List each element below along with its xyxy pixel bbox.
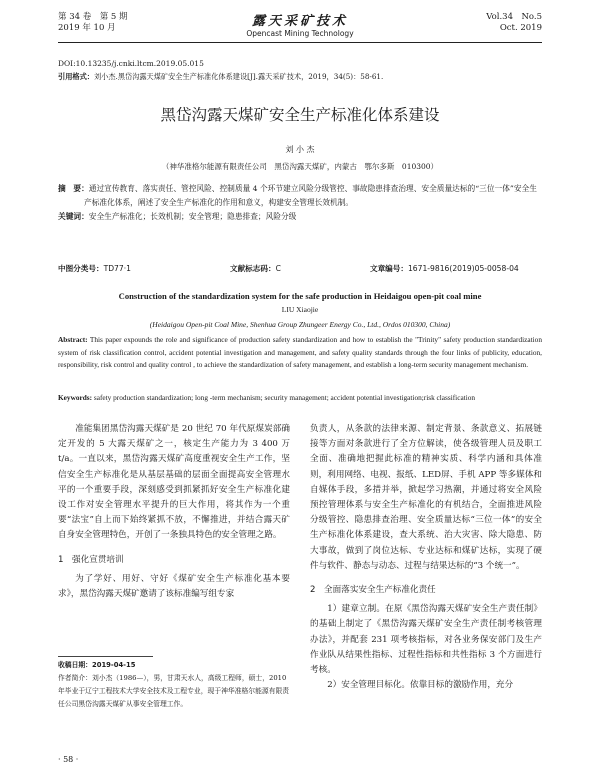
author-en: LIU Xiaojie	[281, 305, 319, 314]
doi: DOI:10.13235/j.cnki.ltcm.2019.05.015	[58, 59, 204, 68]
keywords-en-text: safety production standardization; long -term mechanism; security management; accident potential investigation;risk classification	[93, 393, 476, 402]
date-en: Oct. 2019	[499, 23, 542, 33]
clc-number: 中图分类号：TD77·1	[58, 264, 131, 273]
keywords-cn-label: 关键词：	[58, 212, 89, 221]
abstract-cn-text: 通过宣传教育、落实责任、管控风险、控制质量 4 个环节建立风险分级管控、事故隐患排查治理、安全质量达标的“三位一体”安全生产标准化体系，阐述了安全生产标准化的作用和意义，构建安全管理长效机制。	[84, 184, 537, 207]
section-heading-1: 1 强化宣贯培训	[58, 554, 124, 565]
abstract-cn	[58, 182, 542, 224]
article-number: 文章编号：1671-9816(2019)05-0058-04	[370, 264, 519, 273]
body-paragraph: 1）建章立制。在原《黑岱沟露天煤矿安全生产责任制》的基础上制定了《黑岱沟露天煤矿安全生产责任制考核管理办法》，并配套 231 项考核指标，对各业务保安部门及生产作业队从结果性指标、过程性指标和共性指标 3 个方面进行考核。	[310, 604, 542, 676]
abstract-en	[58, 334, 542, 372]
body-column-left	[58, 422, 290, 602]
abstract-en-text: This paper expounds the role and significance of production safety standardization and how to establish the "Trinity" safety production standardization system of risk classification control, accident potential investigation and management, and safety quality standards through the four links of publicity, education, responsibility, risk control and quality control , to achieve the standardization of safety management, and establish a long-term security management mechanism.	[58, 335, 542, 370]
volume-issue-cn: 第 34 卷 第 5 期	[58, 12, 128, 22]
citation-text: 刘小杰.黑岱沟露天煤矿安全生产标准化体系建设[J].露天采矿技术，2019，34(5)：58-61.	[93, 72, 384, 81]
received-date: 收稿日期：2019-04-15	[58, 661, 136, 669]
author-bio: 作者简介：刘小杰（1986—），男，甘肃天水人，高级工程师，硕士，2010 年毕业于辽宁工程技术大学安全技术及工程专业，现于神华准格尔能源有限责任公司黑岱沟露天煤矿从事安全管理工作。	[58, 674, 290, 708]
abstract-en-label: Abstract:	[58, 335, 88, 344]
document-code: 文献标志码：C	[230, 264, 281, 273]
citation	[58, 72, 383, 82]
section-heading-2: 2 全面落实安全生产标准化责任	[310, 585, 436, 596]
keywords-en-label: Keywords:	[58, 393, 93, 402]
page-number: · 58 ·	[58, 755, 79, 764]
header-rule	[58, 42, 542, 43]
citation-label: 引用格式：	[58, 72, 94, 81]
keywords-cn-text: 安全生产标准化；长效机制；安全管理；隐患排查；风险分级	[88, 212, 297, 221]
body-paragraph: 为了学好、用好、守好《煤矿安全生产标准化基本要求》，黑岱沟露天煤矿邀请了该标准编写组专家	[58, 573, 290, 600]
abstract-cn-label: 摘 要：	[58, 184, 89, 193]
article-title-cn: 黑岱沟露天煤矿安全生产标准化体系建设	[160, 106, 440, 124]
journal-title-cn: 露天采矿技术	[251, 14, 348, 29]
volume-issue-en: Vol.34 No.5	[486, 12, 542, 22]
body-paragraph: 准能集团黑岱沟露天煤矿是 20 世纪 70 年代原煤炭部确定开发的 5 大露天煤矿之一，核定生产能力为 3 400 万 t/a。一直以来，黑岱沟露天煤矿高度重视安全生产工作，坚信安全生产标准化是从基层基础的层面全面提高安全管理水平的一个重要手段，深刻感受到抓紧抓好安全生产标准化建设工作对安全管理水平提升的巨大作用，将其作为一个重要“法宝”自上而下始终紧抓不放，不懈推进，并结合露天矿自身安全管理特色，开创了一条独具特色的安全管理之路。	[58, 424, 290, 541]
header-volume-en	[486, 12, 542, 34]
body-column-right	[310, 422, 542, 693]
footnote-rule	[58, 656, 153, 657]
body-paragraph: 负责人，从条款的法律来源、制定背景、条款意义、拓展链接等方面对条款进行了全方位解读，使各级管理人员及职工全面、准确地把握此标准的精神实质、科学内涵和具体准则，利用网络、电视、报纸、LED屏、手机 APP 等多媒体和自媒体手段，多措并举，掀起学习热潮，并通过将安全风险预控管理体系与安全生产标准化的有机结合，全面推进风险分级管控、隐患排查治理、安全质量达标“三位一体”的安全生产标准化体系建设，查大系统、治大灾害、除大隐患、防大事故，做到了岗位达标、专业达标和煤矿达标，实现了硬件与软件、静态与动态、过程与结果达标的“3 个统一”。	[310, 424, 542, 571]
footnote	[58, 659, 290, 711]
author-cn: 刘 小 杰	[285, 145, 315, 154]
article-title-en: Construction of the standardization system for the safe production in Heidaigou open-pit coal mine	[118, 291, 482, 301]
affiliation-cn: （神华准格尔能源有限责任公司 黑岱沟露天煤矿，内蒙古 鄂尔多斯 010300）	[161, 162, 439, 171]
date-cn: 2019 年 10 月	[58, 23, 116, 33]
affiliation-en: (Heidaigou Open-pit Coal Mine, Shenhua Group Zhungeer Energy Co., Ltd., Ordos 010300, China)	[149, 320, 451, 329]
keywords-en	[58, 392, 542, 405]
journal-title-en: Opencast Mining Technology	[246, 29, 354, 38]
body-paragraph: 2）安全管理目标化。依靠目标的激励作用，充分	[327, 680, 514, 691]
